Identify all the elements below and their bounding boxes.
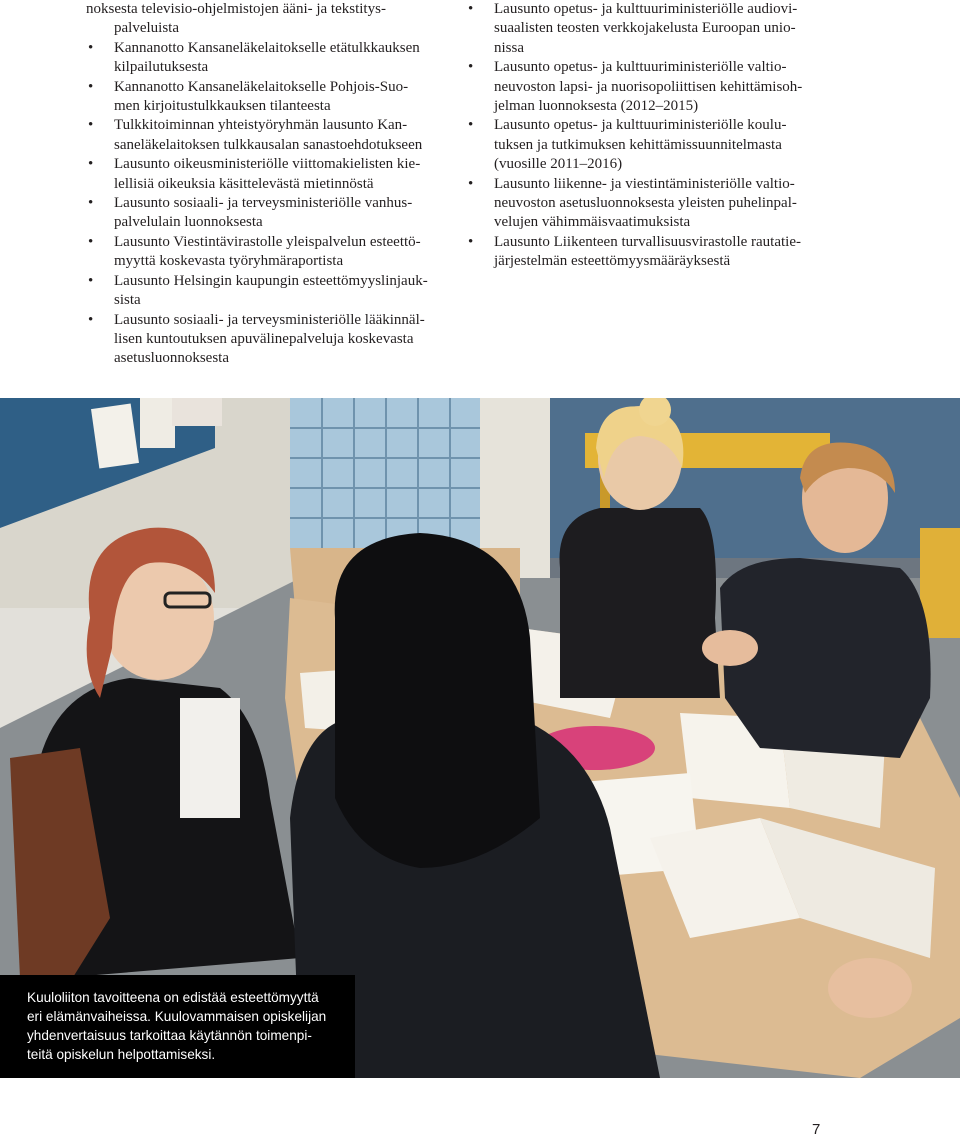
- intro-line: palveluista: [114, 20, 179, 37]
- caption-line: teitä opiskelun helpottamiseksi.: [27, 1047, 216, 1062]
- photo-caption: [0, 975, 355, 1078]
- bullet: •: [88, 117, 94, 134]
- bullet: •: [88, 78, 94, 95]
- list-item: • Lausunto sosiaali- ja terveysministeriölle lääkinnäl- lisen kuntoutuksen apuvälinepalveluja koskevasta asetusluonnoksesta: [88, 311, 425, 367]
- left-text-column: [86, 0, 448, 369]
- bullet: •: [88, 156, 94, 173]
- bullet: •: [468, 175, 474, 192]
- list-item: • Tulkkitoiminnan yhteistyöryhmän lausunto Kan- saneläkelaitoksen tulkkausalan sanastoehdotukseen: [88, 117, 423, 153]
- list-item: • Lausunto opetus- ja kulttuuriministeriölle valtio- neuvoston lapsi- ja nuorisopoliittisen kehittämisoh- jelman luonnoksesta (2012–2015): [468, 59, 803, 115]
- right-text-column: [466, 0, 826, 272]
- list-item: • Lausunto Helsingin kaupungin esteettömyyslinjauk- sista: [88, 272, 428, 309]
- list-item: • Lausunto opetus- ja kulttuuriministeriölle koulu- tuksen ja tutkimuksen kehittämissuunnitelmasta (vuosille 2011–2016): [468, 117, 787, 173]
- caption-line: yhdenvertaisuus tarkoittaa käytännön toimenpi-: [27, 1028, 312, 1043]
- list-item: • Kannanotto Kansaneläkelaitokselle etätulkkauksen kilpailutuksesta: [88, 39, 420, 76]
- list-item: • Lausunto liikenne- ja viestintäministeriölle valtio- neuvoston asetusluonnoksesta yleisten puhelinpal- velujen vähimmäisvaatimuksista: [468, 175, 797, 231]
- list-item: • Lausunto Viestintävirastolle yleispalvelun esteettö- myyttä koskevasta työryhmäraportista: [88, 233, 421, 270]
- list-item: • Lausunto Liikenteen turvallisuusvirastolle rautatie- järjestelmän esteettömyysmääräyksestä: [468, 233, 801, 270]
- bullet: •: [468, 117, 474, 134]
- bullet: •: [88, 233, 94, 250]
- caption-line: Kuuloliiton tavoitteena on edistää esteettömyyttä: [27, 990, 319, 1005]
- bullet: •: [468, 59, 474, 76]
- bullet: •: [88, 195, 94, 212]
- list-item: • Lausunto opetus- ja kulttuuriministeriölle audiovi- suaalisten teosten verkkojakelusta Euroopan unio- nissa: [468, 1, 798, 56]
- bullet: •: [88, 39, 94, 56]
- caption-line: eri elämänvaiheissa. Kuulovammaisen opiskelijan: [27, 1009, 327, 1024]
- list-item: • Lausunto sosiaali- ja terveysministeriölle vanhus- palvelulain luonnoksesta: [88, 195, 413, 231]
- bullet: •: [88, 272, 94, 289]
- bullet: •: [468, 1, 474, 17]
- bullet: •: [468, 233, 474, 250]
- page-number: 7: [812, 1121, 821, 1138]
- bullet: •: [88, 311, 94, 328]
- list-item: • Kannanotto Kansaneläkelaitokselle Pohjois-Suo- men kirjoitustulkkauksen tilanteesta: [88, 78, 409, 115]
- list-item: • Lausunto oikeusministeriölle viittomakielisten kie- lellisiä oikeuksia käsittelevästä mietinnöstä: [88, 156, 421, 192]
- intro-line: noksesta televisio-ohjelmistojen ääni- ja tekstitys-: [86, 1, 386, 17]
